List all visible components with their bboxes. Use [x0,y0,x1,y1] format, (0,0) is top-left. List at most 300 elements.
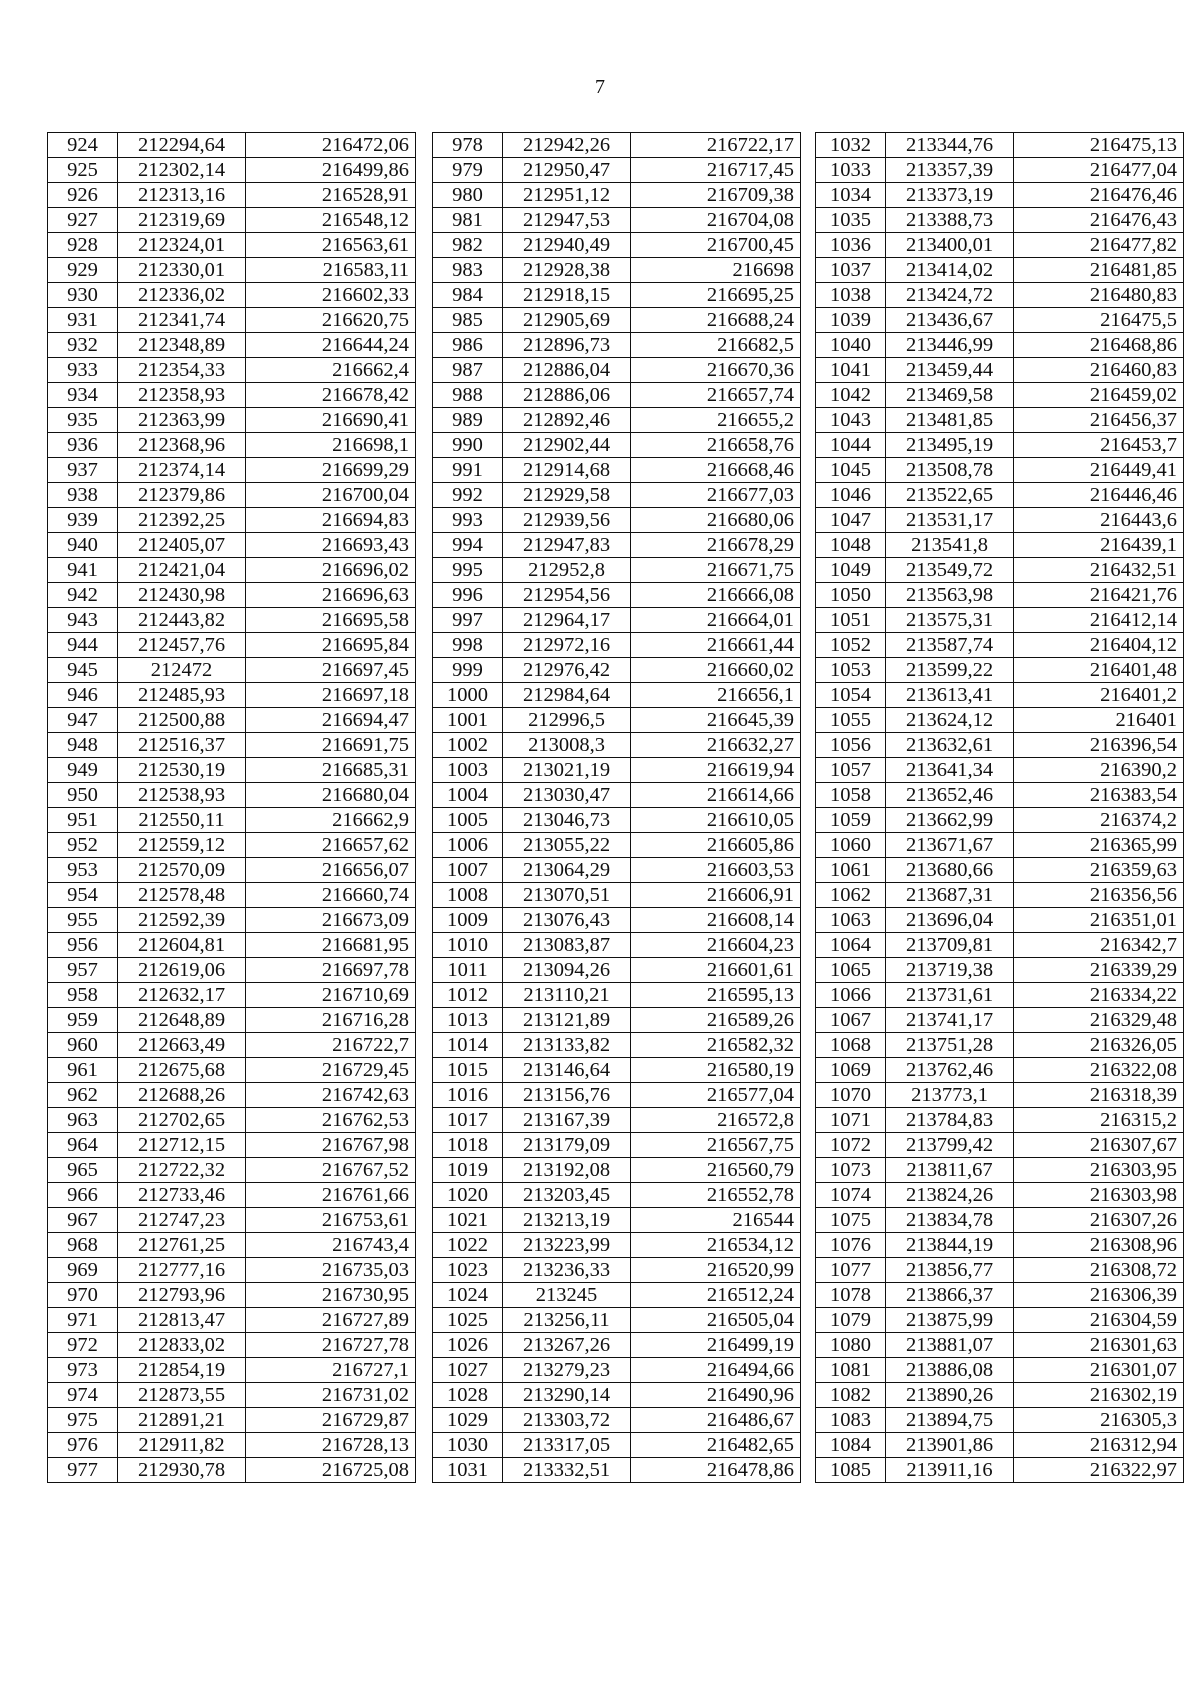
table-row [816,1008,1184,1033]
point-number-cell: 981 [433,208,503,233]
point-number-cell: 1054 [816,683,886,708]
table-row [816,933,1184,958]
x-coordinate-cell: 212348,89 [118,333,246,358]
x-coordinate-cell: 213110,21 [503,983,631,1008]
x-coordinate-cell: 213083,87 [503,933,631,958]
point-number-cell: 924 [48,133,118,158]
x-coordinate-cell: 213719,38 [886,958,1014,983]
y-coordinate-cell: 216656,1 [631,683,801,708]
point-number-cell: 1005 [433,808,503,833]
y-coordinate-cell: 216601,61 [631,958,801,983]
x-coordinate-cell: 212405,07 [118,533,246,558]
table-row [816,958,1184,983]
y-coordinate-cell: 216334,22 [1014,983,1184,1008]
point-number-cell: 1080 [816,1333,886,1358]
y-coordinate-cell: 216383,54 [1014,783,1184,808]
y-coordinate-cell: 216472,06 [246,133,416,158]
y-coordinate-cell: 216401 [1014,708,1184,733]
table-row [433,1058,801,1083]
table-row [816,908,1184,933]
x-coordinate-cell: 213866,37 [886,1283,1014,1308]
y-coordinate-cell: 216709,38 [631,183,801,208]
point-number-cell: 1026 [433,1333,503,1358]
y-coordinate-cell: 216305,3 [1014,1408,1184,1433]
point-number-cell: 944 [48,633,118,658]
x-coordinate-cell: 212793,96 [118,1283,246,1308]
x-coordinate-cell: 212578,48 [118,883,246,908]
x-coordinate-cell: 212813,47 [118,1308,246,1333]
y-coordinate-cell: 216326,05 [1014,1033,1184,1058]
x-coordinate-cell: 213531,17 [886,508,1014,533]
table-row [816,458,1184,483]
table-row [816,658,1184,683]
table-row [48,1108,416,1133]
y-coordinate-cell: 216499,86 [246,158,416,183]
x-coordinate-cell: 213156,76 [503,1083,631,1108]
y-coordinate-cell: 216329,48 [1014,1008,1184,1033]
y-coordinate-cell: 216315,2 [1014,1108,1184,1133]
point-number-cell: 1006 [433,833,503,858]
y-coordinate-cell: 216544 [631,1208,801,1233]
y-coordinate-cell: 216728,13 [246,1433,416,1458]
point-number-cell: 1071 [816,1108,886,1133]
y-coordinate-cell: 216742,63 [246,1083,416,1108]
x-coordinate-cell: 212392,25 [118,508,246,533]
y-coordinate-cell: 216762,53 [246,1108,416,1133]
point-number-cell: 1042 [816,383,886,408]
x-coordinate-cell: 213599,22 [886,658,1014,683]
y-coordinate-cell: 216664,01 [631,608,801,633]
point-number-cell: 925 [48,158,118,183]
table-row [48,333,416,358]
y-coordinate-cell: 216619,94 [631,758,801,783]
y-coordinate-cell: 216307,26 [1014,1208,1184,1233]
point-number-cell: 1082 [816,1383,886,1408]
point-number-cell: 1035 [816,208,886,233]
table-row [816,1258,1184,1283]
y-coordinate-cell: 216322,97 [1014,1458,1184,1483]
coordinates-table-1 [47,132,416,1483]
y-coordinate-cell: 216767,98 [246,1133,416,1158]
table-row [433,908,801,933]
table-row [816,758,1184,783]
y-coordinate-cell: 216704,08 [631,208,801,233]
y-coordinate-cell: 216307,67 [1014,1133,1184,1158]
point-number-cell: 1044 [816,433,886,458]
x-coordinate-cell: 212336,02 [118,283,246,308]
y-coordinate-cell: 216560,79 [631,1158,801,1183]
x-coordinate-cell: 213236,33 [503,1258,631,1283]
y-coordinate-cell: 216680,04 [246,783,416,808]
table-row [48,558,416,583]
x-coordinate-cell: 213890,26 [886,1383,1014,1408]
x-coordinate-cell: 212891,21 [118,1408,246,1433]
table-row [816,1108,1184,1133]
point-number-cell: 975 [48,1408,118,1433]
y-coordinate-cell: 216753,61 [246,1208,416,1233]
y-coordinate-cell: 216614,66 [631,783,801,808]
x-coordinate-cell: 212761,25 [118,1233,246,1258]
point-number-cell: 992 [433,483,503,508]
x-coordinate-cell: 213121,89 [503,1008,631,1033]
x-coordinate-cell: 213784,83 [886,1108,1014,1133]
table-row [816,708,1184,733]
x-coordinate-cell: 213911,16 [886,1458,1014,1483]
x-coordinate-cell: 213203,45 [503,1183,631,1208]
y-coordinate-cell: 216691,75 [246,733,416,758]
y-coordinate-cell: 216693,43 [246,533,416,558]
x-coordinate-cell: 213167,39 [503,1108,631,1133]
table-row [433,1408,801,1433]
table-row [816,533,1184,558]
point-number-cell: 1027 [433,1358,503,1383]
y-coordinate-cell: 216662,4 [246,358,416,383]
y-coordinate-cell: 216645,39 [631,708,801,733]
x-coordinate-cell: 212873,55 [118,1383,246,1408]
y-coordinate-cell: 216696,02 [246,558,416,583]
x-coordinate-cell: 213446,99 [886,333,1014,358]
y-coordinate-cell: 216620,75 [246,308,416,333]
y-coordinate-cell: 216490,96 [631,1383,801,1408]
table-row [816,408,1184,433]
point-number-cell: 965 [48,1158,118,1183]
y-coordinate-cell: 216725,08 [246,1458,416,1483]
table-row [433,1033,801,1058]
point-number-cell: 1063 [816,908,886,933]
table-row [433,283,801,308]
table-row [816,1183,1184,1208]
point-number-cell: 946 [48,683,118,708]
point-number-cell: 974 [48,1383,118,1408]
x-coordinate-cell: 212896,73 [503,333,631,358]
y-coordinate-cell: 216716,28 [246,1008,416,1033]
point-number-cell: 947 [48,708,118,733]
y-coordinate-cell: 216303,98 [1014,1183,1184,1208]
x-coordinate-cell: 212905,69 [503,308,631,333]
point-number-cell: 997 [433,608,503,633]
table-row [816,1133,1184,1158]
x-coordinate-cell: 212538,93 [118,783,246,808]
table-row [816,1358,1184,1383]
table-row [48,1408,416,1433]
table-row [433,483,801,508]
table-row [48,883,416,908]
x-coordinate-cell: 213762,46 [886,1058,1014,1083]
x-coordinate-cell: 213055,22 [503,833,631,858]
point-number-cell: 963 [48,1108,118,1133]
y-coordinate-cell: 216356,56 [1014,883,1184,908]
x-coordinate-cell: 212928,38 [503,258,631,283]
point-number-cell: 991 [433,458,503,483]
y-coordinate-cell: 216729,45 [246,1058,416,1083]
x-coordinate-cell: 213459,44 [886,358,1014,383]
x-coordinate-cell: 213834,78 [886,1208,1014,1233]
point-number-cell: 938 [48,483,118,508]
table-row [816,1308,1184,1333]
x-coordinate-cell: 212833,02 [118,1333,246,1358]
point-number-cell: 1067 [816,1008,886,1033]
table-row [433,608,801,633]
table-row [816,183,1184,208]
table-row [433,1233,801,1258]
x-coordinate-cell: 212952,8 [503,558,631,583]
table-row [433,1258,801,1283]
x-coordinate-cell: 213094,26 [503,958,631,983]
table-row [816,583,1184,608]
x-coordinate-cell: 213680,66 [886,858,1014,883]
point-number-cell: 986 [433,333,503,358]
table-row [433,1158,801,1183]
y-coordinate-cell: 216605,86 [631,833,801,858]
table-row [816,683,1184,708]
table-row [48,1308,416,1333]
x-coordinate-cell: 212663,49 [118,1033,246,1058]
x-coordinate-cell: 213563,98 [886,583,1014,608]
point-number-cell: 1068 [816,1033,886,1058]
x-coordinate-cell: 212550,11 [118,808,246,833]
table-row [433,633,801,658]
x-coordinate-cell: 213522,65 [886,483,1014,508]
y-coordinate-cell: 216512,24 [631,1283,801,1308]
table-row [816,733,1184,758]
y-coordinate-cell: 216432,51 [1014,558,1184,583]
y-coordinate-cell: 216572,8 [631,1108,801,1133]
x-coordinate-cell: 213632,61 [886,733,1014,758]
table-row [48,208,416,233]
x-coordinate-cell: 213146,64 [503,1058,631,1083]
table-row [816,483,1184,508]
x-coordinate-cell: 213811,67 [886,1158,1014,1183]
point-number-cell: 977 [48,1458,118,1483]
y-coordinate-cell: 216595,13 [631,983,801,1008]
x-coordinate-cell: 213424,72 [886,283,1014,308]
x-coordinate-cell: 213799,42 [886,1133,1014,1158]
table-row [816,1433,1184,1458]
y-coordinate-cell: 216658,76 [631,433,801,458]
point-number-cell: 1000 [433,683,503,708]
table-row [48,1358,416,1383]
point-number-cell: 1078 [816,1283,886,1308]
table-row [433,333,801,358]
y-coordinate-cell: 216528,91 [246,183,416,208]
point-number-cell: 932 [48,333,118,358]
point-number-cell: 988 [433,383,503,408]
x-coordinate-cell: 213741,17 [886,1008,1014,1033]
x-coordinate-cell: 212911,82 [118,1433,246,1458]
x-coordinate-cell: 213875,99 [886,1308,1014,1333]
point-number-cell: 960 [48,1033,118,1058]
point-number-cell: 934 [48,383,118,408]
x-coordinate-cell: 212632,17 [118,983,246,1008]
table-row [48,1033,416,1058]
point-number-cell: 1046 [816,483,886,508]
point-number-cell: 939 [48,508,118,533]
point-number-cell: 1079 [816,1308,886,1333]
table-row [433,758,801,783]
y-coordinate-cell: 216602,33 [246,283,416,308]
table-row [48,1058,416,1083]
table-row [816,283,1184,308]
point-number-cell: 972 [48,1333,118,1358]
x-coordinate-cell: 213373,19 [886,183,1014,208]
point-number-cell: 1081 [816,1358,886,1383]
table-row [48,733,416,758]
point-number-cell: 1020 [433,1183,503,1208]
y-coordinate-cell: 216655,2 [631,408,801,433]
x-coordinate-cell: 212358,93 [118,383,246,408]
x-coordinate-cell: 212354,33 [118,358,246,383]
y-coordinate-cell: 216580,19 [631,1058,801,1083]
y-coordinate-cell: 216670,36 [631,358,801,383]
x-coordinate-cell: 213641,34 [886,758,1014,783]
x-coordinate-cell: 213587,74 [886,633,1014,658]
point-number-cell: 984 [433,283,503,308]
y-coordinate-cell: 216304,59 [1014,1308,1184,1333]
table-row [48,1433,416,1458]
y-coordinate-cell: 216685,31 [246,758,416,783]
y-coordinate-cell: 216661,44 [631,633,801,658]
point-number-cell: 999 [433,658,503,683]
table-row [433,1208,801,1233]
point-number-cell: 1043 [816,408,886,433]
point-number-cell: 1084 [816,1433,886,1458]
y-coordinate-cell: 216520,99 [631,1258,801,1283]
point-number-cell: 985 [433,308,503,333]
x-coordinate-cell: 213279,23 [503,1358,631,1383]
x-coordinate-cell: 213541,8 [886,533,1014,558]
point-number-cell: 1040 [816,333,886,358]
point-number-cell: 995 [433,558,503,583]
x-coordinate-cell: 213662,99 [886,808,1014,833]
point-number-cell: 998 [433,633,503,658]
point-number-cell: 1059 [816,808,886,833]
point-number-cell: 973 [48,1358,118,1383]
x-coordinate-cell: 213731,61 [886,983,1014,1008]
table-row [816,1083,1184,1108]
point-number-cell: 1055 [816,708,886,733]
point-number-cell: 954 [48,883,118,908]
y-coordinate-cell: 216694,83 [246,508,416,533]
table-row [816,1158,1184,1183]
point-number-cell: 994 [433,533,503,558]
x-coordinate-cell: 212302,14 [118,158,246,183]
x-coordinate-cell: 212886,06 [503,383,631,408]
point-number-cell: 1073 [816,1158,886,1183]
point-number-cell: 1065 [816,958,886,983]
x-coordinate-cell: 213613,41 [886,683,1014,708]
y-coordinate-cell: 216682,5 [631,333,801,358]
point-number-cell: 990 [433,433,503,458]
table-row [816,233,1184,258]
x-coordinate-cell: 212996,5 [503,708,631,733]
y-coordinate-cell: 216577,04 [631,1083,801,1108]
y-coordinate-cell: 216482,65 [631,1433,801,1458]
point-number-cell: 936 [48,433,118,458]
point-number-cell: 937 [48,458,118,483]
x-coordinate-cell: 212854,19 [118,1358,246,1383]
x-coordinate-cell: 212675,68 [118,1058,246,1083]
point-number-cell: 978 [433,133,503,158]
point-number-cell: 949 [48,758,118,783]
table-row [816,508,1184,533]
point-number-cell: 933 [48,358,118,383]
y-coordinate-cell: 216695,84 [246,633,416,658]
x-coordinate-cell: 212485,93 [118,683,246,708]
y-coordinate-cell: 216475,5 [1014,308,1184,333]
x-coordinate-cell: 213192,08 [503,1158,631,1183]
point-number-cell: 1024 [433,1283,503,1308]
x-coordinate-cell: 213436,67 [886,308,1014,333]
x-coordinate-cell: 212947,83 [503,533,631,558]
x-coordinate-cell: 212747,23 [118,1208,246,1233]
point-number-cell: 928 [48,233,118,258]
y-coordinate-cell: 216318,39 [1014,1083,1184,1108]
x-coordinate-cell: 212947,53 [503,208,631,233]
y-coordinate-cell: 216603,53 [631,858,801,883]
x-coordinate-cell: 213886,08 [886,1358,1014,1383]
table-row [433,1133,801,1158]
y-coordinate-cell: 216439,1 [1014,533,1184,558]
table-row [816,608,1184,633]
table-row [48,608,416,633]
point-number-cell: 1004 [433,783,503,808]
table-row [816,358,1184,383]
x-coordinate-cell: 213064,29 [503,858,631,883]
y-coordinate-cell: 216735,03 [246,1258,416,1283]
x-coordinate-cell: 213070,51 [503,883,631,908]
table-row [816,1333,1184,1358]
table-row [48,258,416,283]
point-number-cell: 967 [48,1208,118,1233]
y-coordinate-cell: 216680,06 [631,508,801,533]
x-coordinate-cell: 213844,19 [886,1233,1014,1258]
x-coordinate-cell: 212379,86 [118,483,246,508]
x-coordinate-cell: 212722,32 [118,1158,246,1183]
point-number-cell: 951 [48,808,118,833]
table-row [816,308,1184,333]
y-coordinate-cell: 216308,72 [1014,1258,1184,1283]
point-number-cell: 976 [48,1433,118,1458]
x-coordinate-cell: 213709,81 [886,933,1014,958]
y-coordinate-cell: 216401,48 [1014,658,1184,683]
x-coordinate-cell: 213894,75 [886,1408,1014,1433]
y-coordinate-cell: 216632,27 [631,733,801,758]
y-coordinate-cell: 216459,02 [1014,383,1184,408]
table-row [433,1183,801,1208]
x-coordinate-cell: 212592,39 [118,908,246,933]
point-number-cell: 1064 [816,933,886,958]
point-number-cell: 1030 [433,1433,503,1458]
y-coordinate-cell: 216690,41 [246,408,416,433]
table-row [433,733,801,758]
x-coordinate-cell: 213549,72 [886,558,1014,583]
table-row [433,208,801,233]
table-row [48,908,416,933]
y-coordinate-cell: 216700,04 [246,483,416,508]
table-row [48,658,416,683]
point-number-cell: 943 [48,608,118,633]
y-coordinate-cell: 216552,78 [631,1183,801,1208]
point-number-cell: 1021 [433,1208,503,1233]
table-row [816,133,1184,158]
table-row [433,1458,801,1483]
table-row [48,283,416,308]
y-coordinate-cell: 216681,95 [246,933,416,958]
x-coordinate-cell: 213652,46 [886,783,1014,808]
y-coordinate-cell: 216404,12 [1014,633,1184,658]
table-row [816,1408,1184,1433]
table-row [816,158,1184,183]
